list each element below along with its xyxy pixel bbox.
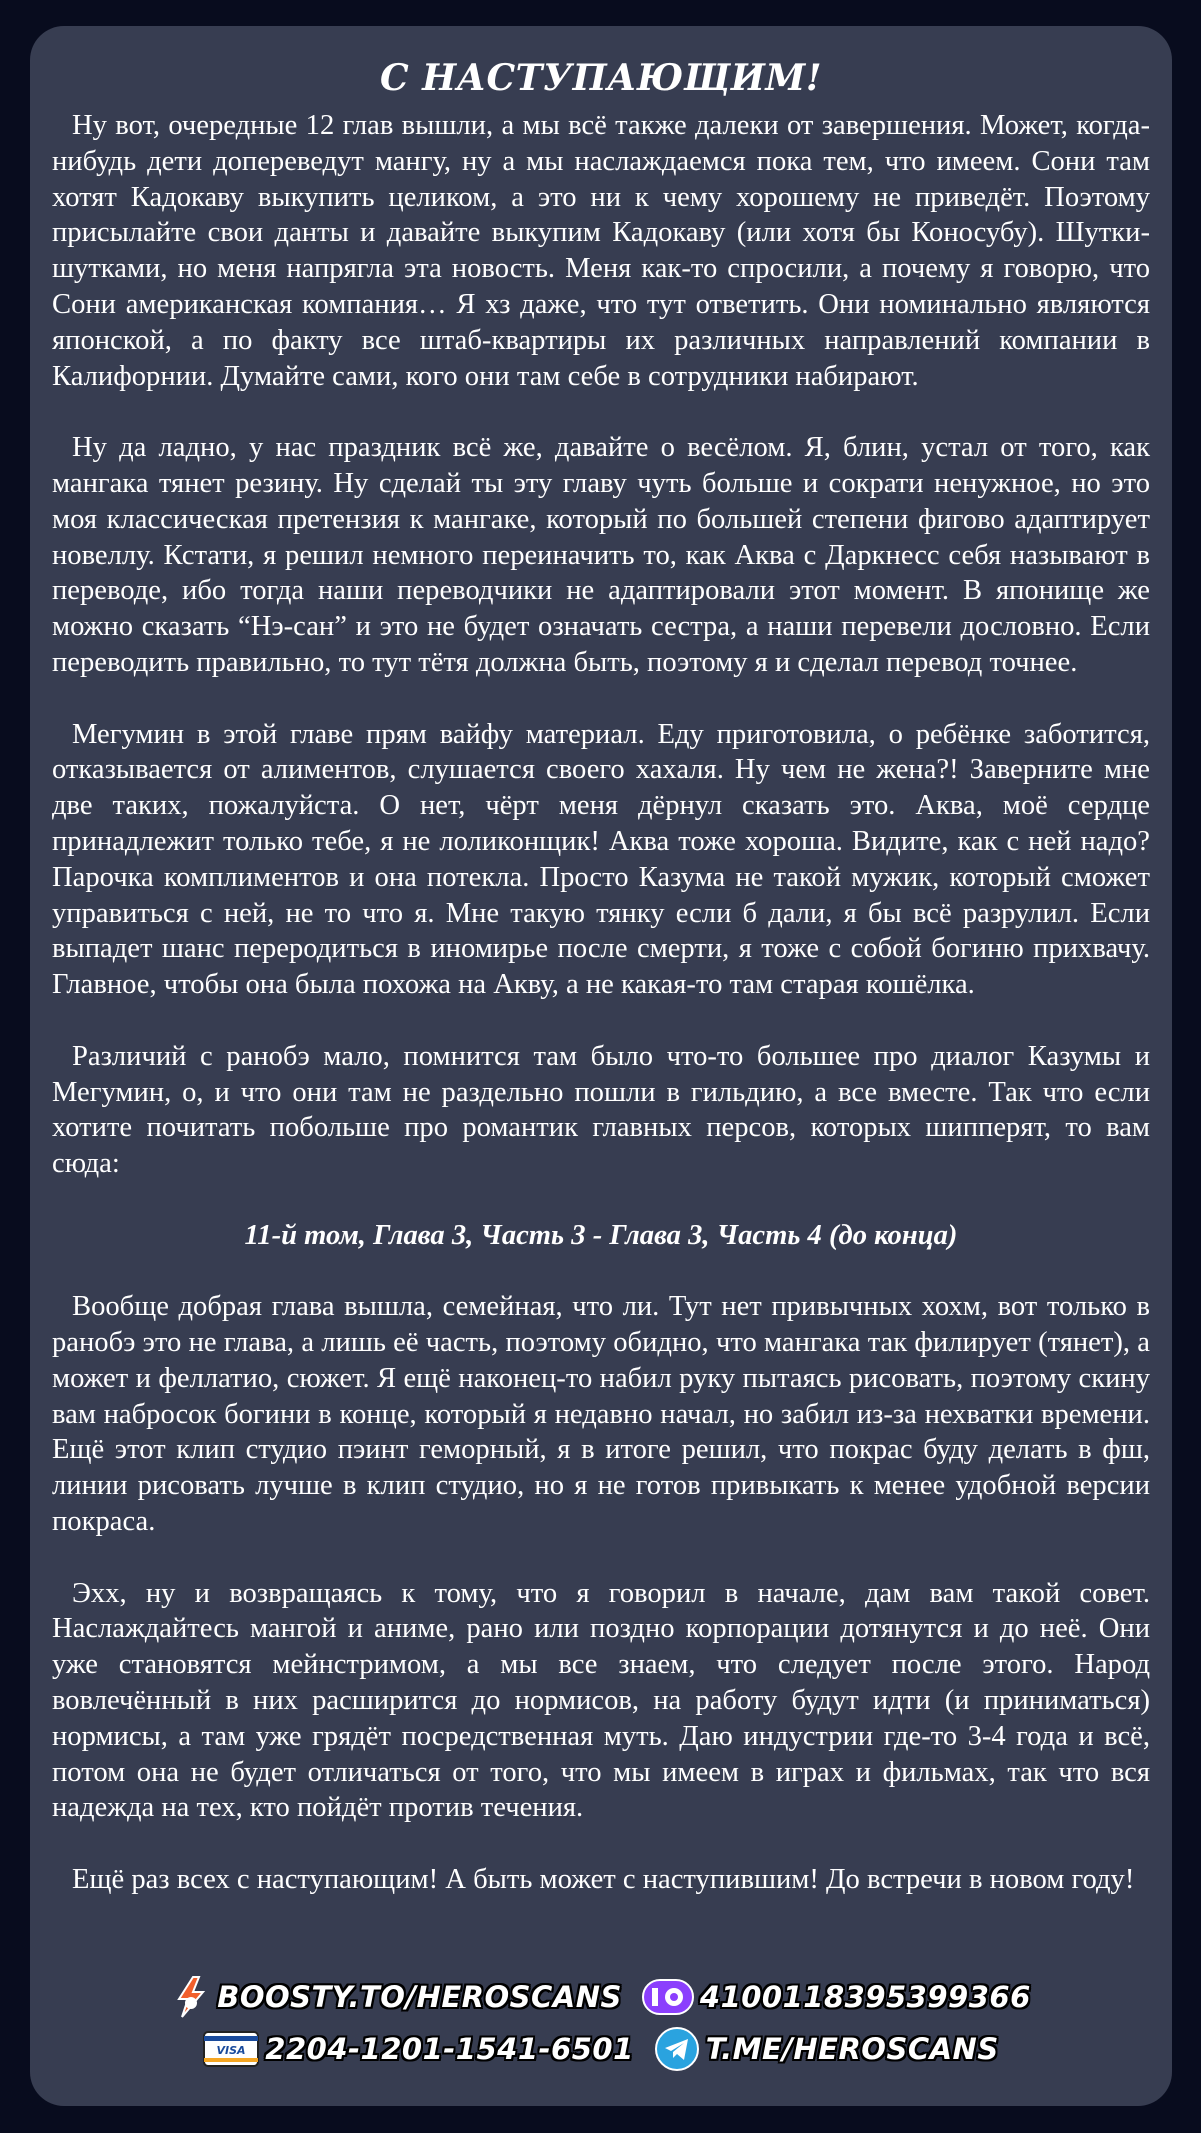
ranobe-chapter-link: 11-й том, Глава 3, Часть 3 - Глава 3, Часть 4 (до конца)	[244, 1219, 958, 1251]
paragraph-4: Различий с ранобэ мало, помнится там было что-то большее про диалог Казумы и Мегумин, о, и что они там не раздельно пошли в гильдию, а все вместе. Так что если хотите почитать побольше про романтик главных персов, которых шипперят, то вам сюда:	[52, 1040, 1150, 1180]
telegram-url: T.ME/HEROSCANS	[705, 2032, 999, 2066]
paragraph-5: Вообще добрая глава вышла, семейная, что ли. Тут нет привычных хохм, вот только в ранобэ это не глава, а лишь её часть, поэтому обидно, что мангака так филирует (тянет), а может и феллатио, сюжет. Я ещё наконец-то набил руку пытаясь рисовать, поэтому скину вам набросок богини в конце, который я недавно начал, но забил из-за нехватки времени. Ещё этот клип студио пэинт геморный, я в итоге решил, что покрас буду делать в фш, линии рисовать лучше в клип студио, но я не готов привыкать к менее удобной версии покраса.	[52, 1291, 1150, 1538]
donation-footer	[30, 1972, 1172, 2076]
yoomoney-number: 4100118395399366	[699, 1980, 1031, 2014]
page-title: С НАСТУПАЮЩИМ!	[379, 57, 823, 99]
visa-card-number: 2204-1201-1541-6501	[265, 2032, 634, 2066]
boosty-icon	[171, 1975, 211, 2019]
paragraph-2: Ну да ладно, у нас праздник всё же, давайте о весёлом. Я, блин, устал от того, как мангака тянет резину. Ну сделай ты эту главу чуть больше и сократи ненужное, но это моя классическая претензия к мангаке, который по большей степени фигово адаптирует новеллу. Кстати, я решил немного переиначить то, как Аква с Даркнесс себя называют в переводе, ибо тогда наши переводчики не адаптировали этот момент. В японище же можно сказать “Нэ-сан” и это не будет означать сестра, а наши перевели дословно. Если переводить правильно, то тут тётя должна быть, поэтому я и сделал перевод точнее.	[52, 432, 1150, 678]
paragraph-1: Ну вот, очередные 12 глав вышли, а мы всё также далеки от завершения. Может, когда-нибудь дети допереведут мангу, ну а мы наслаждаемся пока тем, что имеем. Сони там хотят Кадокаву выкупить целиком, а это ни к чему хорошему не приведёт. Поэтому присылайте свои данты и давайте выкупим Кадокаву (или хотя бы Коносубу). Шутки-шутками, но меня напрягла эта новость. Меня как-то спросили, а почему я говорю, что Сони американская компания… Я хз даже, что тут ответить. Они номинально являются японской, а по факту все штаб-квартиры их различных направлений компании в Калифорнии. Думайте сами, кого они там себе в сотрудники набирают.	[52, 110, 1150, 392]
paragraph-6: Эхх, ну и возвращаясь к тому, что я говорил в начале, дам вам такой совет. Наслаждайтесь мангой и аниме, рано или поздно корпорации дотянутся и до неё. Они уже становятся мейнстримом, а мы все знаем, что следует после этого. Народ вовлечённый в них расширится до нормисов, на работу будут идти (и приниматься) нормисы, а там уже грядёт посредственная муть. Даю индустрии где-то 3-4 года и всё, потом она не будет отличаться от того, что мы имеем в играх и фильмах, так что вся надежда на тех, кто пойдёт против течения.	[52, 1577, 1150, 1824]
paragraph-7: Ещё раз всех с наступающим! А быть может с наступившим! До встречи в новом году!	[72, 1864, 1135, 1896]
paragraph-3: Мегумин в этой главе прям вайфу материал. Еду приготовила, о ребёнке заботится, отказывается от алиментов, слушается своего хахаля. Ну чем не жена?! Заверните мне две таких, пожалуйста. О нет, чёрт меня дёрнул сказать это. Аква, моё сердце принадлежит только тебе, я не лоликонщик! Аква тоже хороша. Видите, как с ней надо? Парочка комплиментов и она потекла. Просто Казума не такой мужик, который сможет управиться с ней, не то что я. Мне такую тянку если б дали, я бы всё разрулил. Если выпадет шанс переродиться в иномирье после смерти, я тоже с собой богиню прихвачу. Главное, чтобы она была похожа на Акву, а не какая-то там старая кошёлка.	[52, 718, 1150, 1001]
visa-icon	[203, 2031, 259, 2067]
telegram-icon	[654, 2026, 700, 2072]
announcement-card	[30, 26, 1172, 2106]
footer-row-1	[30, 1972, 1172, 2022]
yoomoney-wallet[interactable]	[642, 1979, 1031, 2015]
boosty-link[interactable]	[171, 1975, 622, 2019]
announcement-body	[52, 108, 1150, 1898]
boosty-url: BOOSTY.TO/HEROSCANS	[217, 1980, 622, 2014]
footer-row-2	[30, 2024, 1172, 2074]
telegram-link[interactable]	[654, 2026, 999, 2072]
visa-label: VISA	[216, 2044, 246, 2057]
yoomoney-icon	[642, 1979, 694, 2015]
visa-card[interactable]	[203, 2031, 633, 2067]
